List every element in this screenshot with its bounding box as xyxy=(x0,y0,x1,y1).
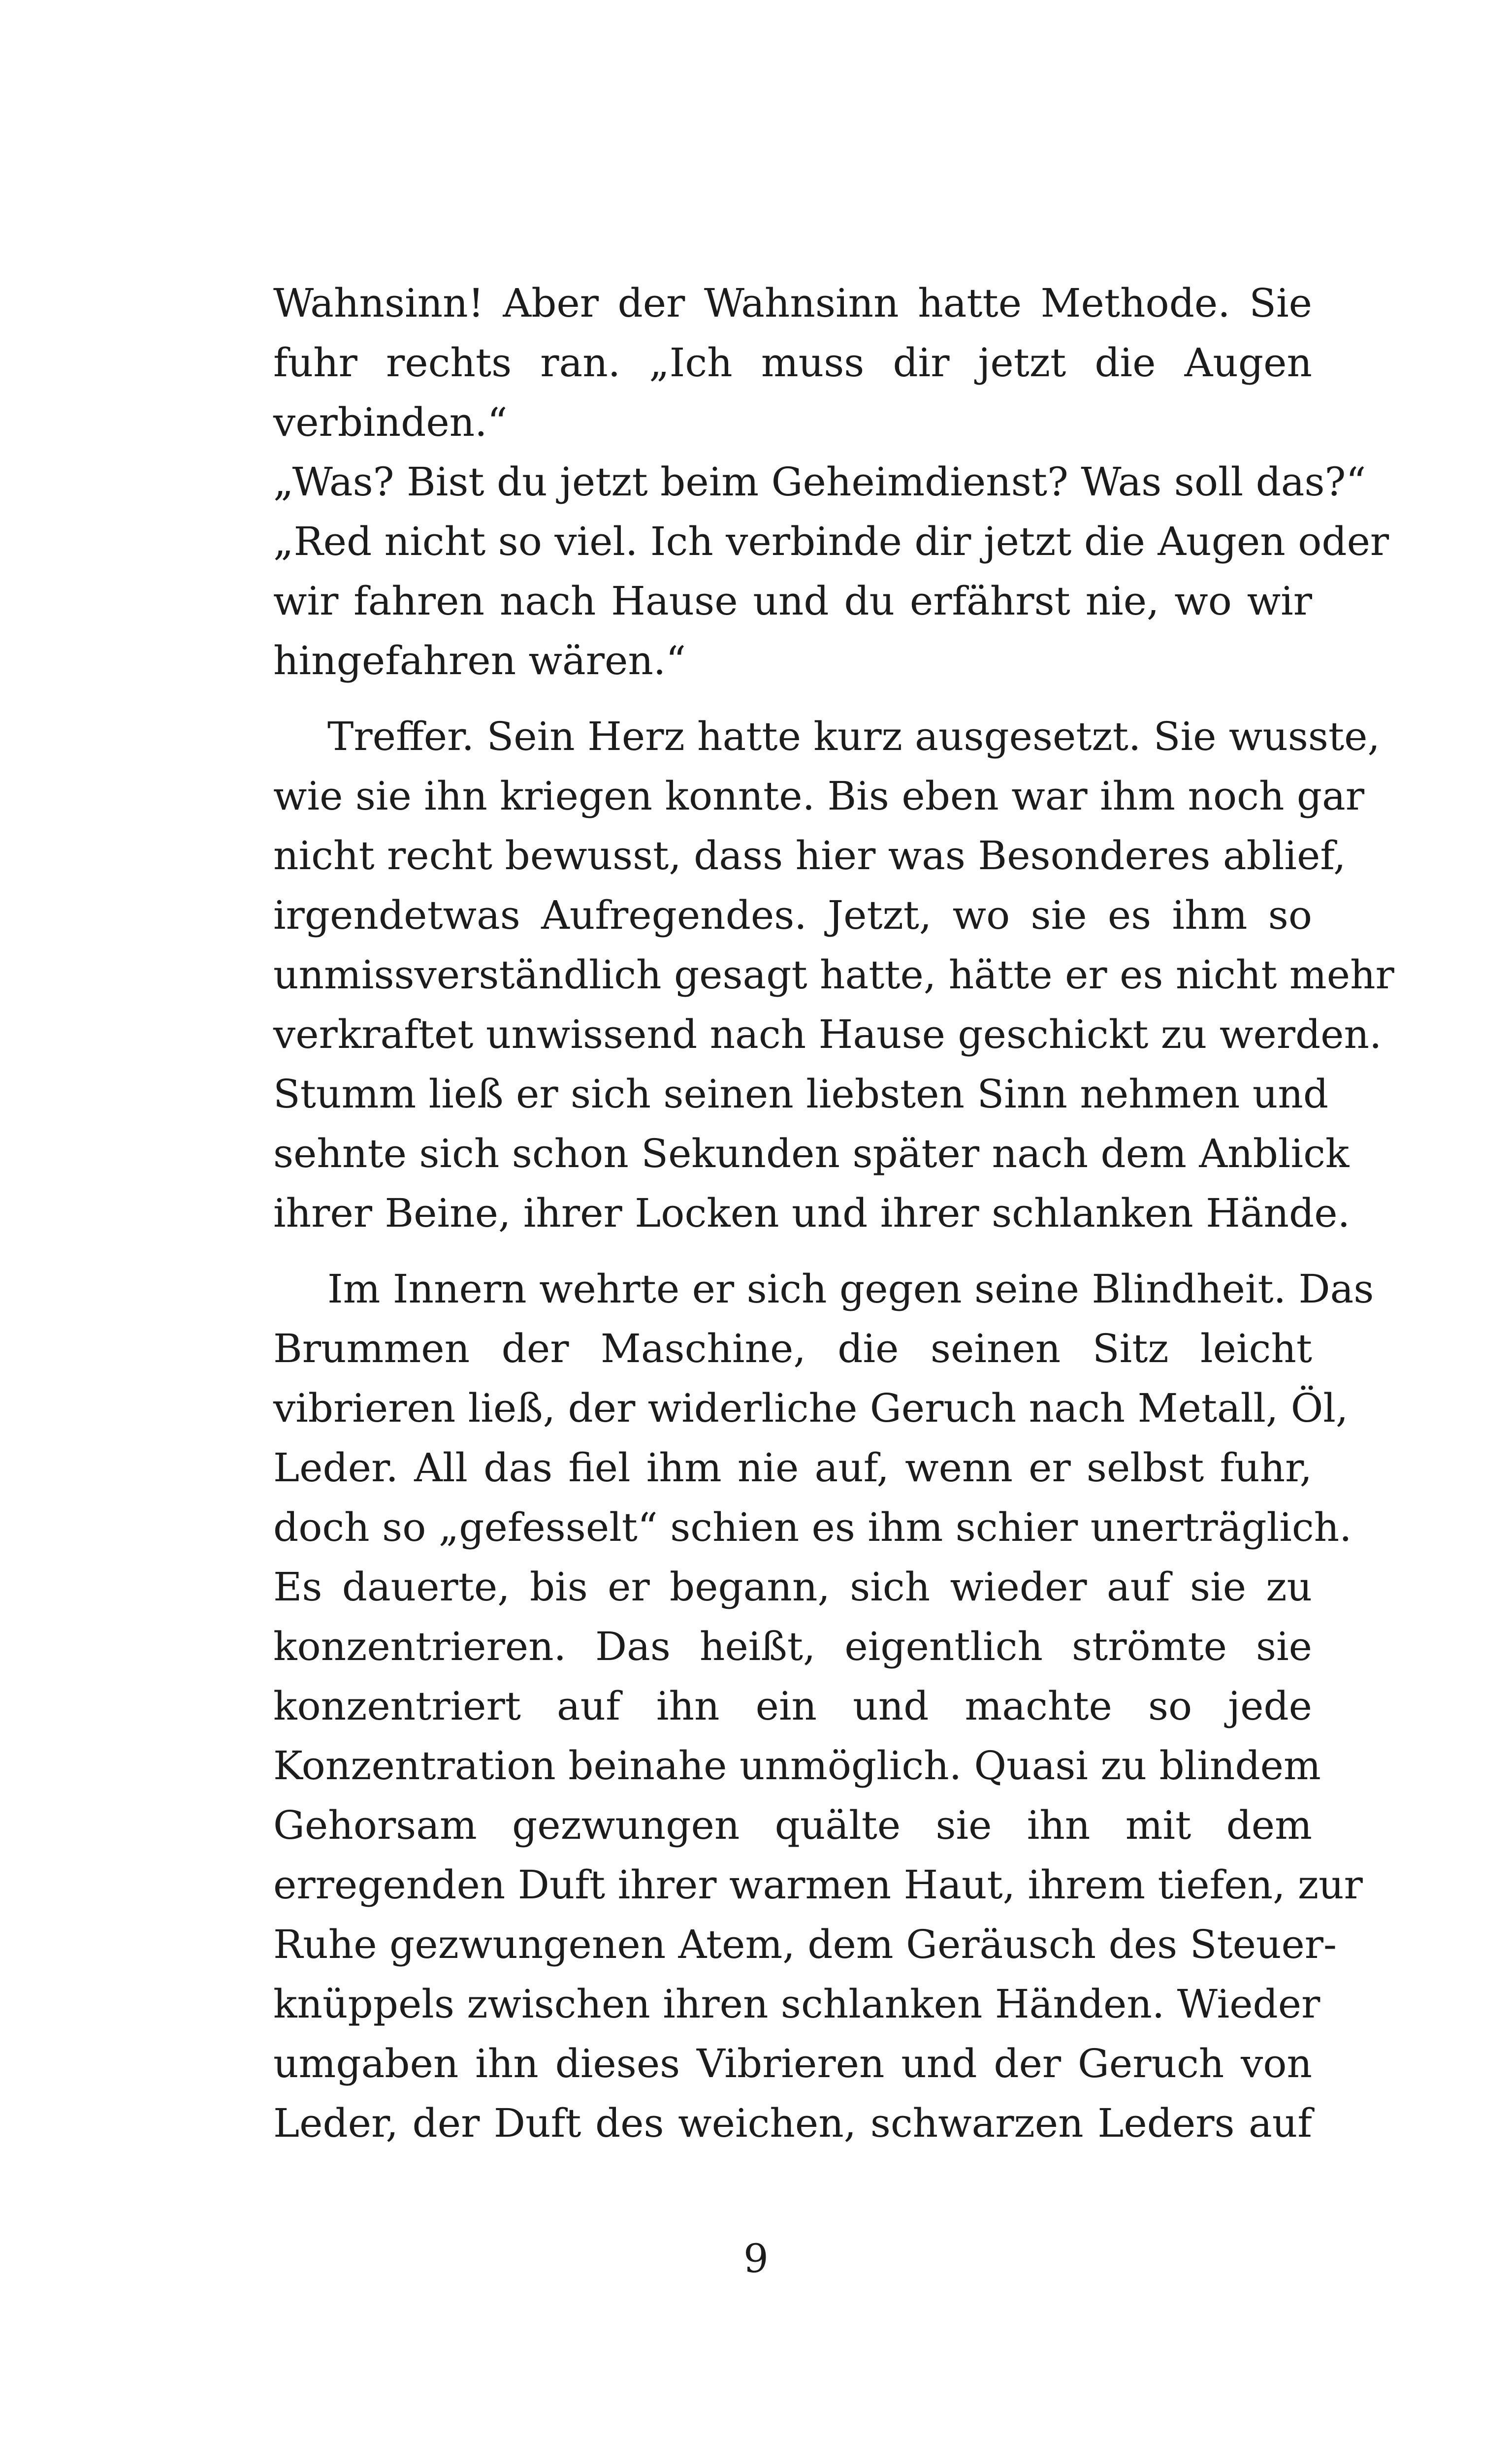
text-line: nicht recht bewusst, dass hier was Besonderes ablief, xyxy=(273,833,1346,879)
text-line: sehnte sich schon Sekunden später nach dem Anblick xyxy=(273,1131,1350,1176)
text-line: vibrieren ließ, der widerliche Geruch nach Metall, Öl, xyxy=(273,1385,1349,1431)
text-line: „Was? Bist du jetzt beim Geheimdienst? Was soll das?“ xyxy=(273,459,1366,505)
text-line: Im Innern wehrte er sich gegen seine Blindheit. Das xyxy=(327,1266,1374,1312)
text-line: unmissverständlich gesagt hatte, hätte er es nicht mehr xyxy=(273,952,1394,998)
text-line: wie sie ihn kriegen konnte. Bis eben war ihm noch gar xyxy=(273,773,1365,819)
text-line: Brummen der Maschine, die seinen Sitz leicht xyxy=(273,1326,1312,1371)
text-line: umgaben ihn dieses Vibrieren und der Geruch von xyxy=(273,2041,1312,2086)
text-line: doch so „gefesselt“ schien es ihm schier unerträglich. xyxy=(273,1504,1352,1550)
text-line: Treffer. Sein Herz hatte kurz ausgesetzt. Sie wusste, xyxy=(327,714,1380,759)
text-line: Stumm ließ er sich seinen liebsten Sinn nehmen und xyxy=(273,1071,1329,1117)
text-line: hingefahren wären.“ xyxy=(273,638,686,684)
text-line: Es dauerte, bis er begann, sich wieder auf sie zu xyxy=(273,1564,1312,1610)
text-line: verbinden.“ xyxy=(273,399,508,445)
text-line: wir fahren nach Hause und du erfährst nie, wo wir xyxy=(273,578,1312,624)
page-number: 9 xyxy=(743,2236,769,2281)
text-line: konzentrieren. Das heißt, eigentlich strömte sie xyxy=(273,1624,1312,1669)
text-line: ihrer Beine, ihrer Locken und ihrer schlanken Hände. xyxy=(273,1190,1351,1236)
paragraph-gap xyxy=(273,1243,1312,1259)
text-line: erregenden Duft ihrer warmen Haut, ihrem tiefen, zur xyxy=(273,1862,1363,1908)
text-line: „Red nicht so viel. Ich verbinde dir jetzt die Augen oder xyxy=(273,519,1389,564)
text-line: fuhr rechts ran. „Ich muss dir jetzt die Augen xyxy=(273,340,1312,386)
text-line: Ruhe gezwungenen Atem, dem Geräusch des Steuer- xyxy=(273,1922,1337,1967)
text-line: knüppels zwischen ihren schlanken Händen. Wieder xyxy=(273,1981,1320,2027)
text-line: Leder, der Duft des weichen, schwarzen Leders auf xyxy=(273,2100,1312,2146)
paragraph-3 xyxy=(273,1259,1374,2153)
text-line: verkraftet unwissend nach Hause geschickt zu werden. xyxy=(273,1011,1382,1057)
text-line: Leder. All das fiel ihm nie auf, wenn er selbst fuhr, xyxy=(273,1445,1312,1491)
text-line: Wahnsinn! Aber der Wahnsinn hatte Methode. Sie xyxy=(273,280,1312,326)
body-text xyxy=(273,273,1394,2153)
text-line: Konzentration beinahe unmöglich. Quasi zu blindem xyxy=(273,1743,1321,1789)
paragraph-gap xyxy=(273,690,1312,707)
text-line: konzentriert auf ihn ein und machte so jede xyxy=(273,1683,1312,1729)
paragraph-1 xyxy=(273,273,1389,690)
paragraph-2 xyxy=(273,707,1394,1243)
text-line: Gehorsam gezwungen quälte sie ihn mit dem xyxy=(273,1802,1312,1848)
text-line: irgendetwas Aufregendes. Jetzt, wo sie es ihm so xyxy=(273,892,1312,938)
